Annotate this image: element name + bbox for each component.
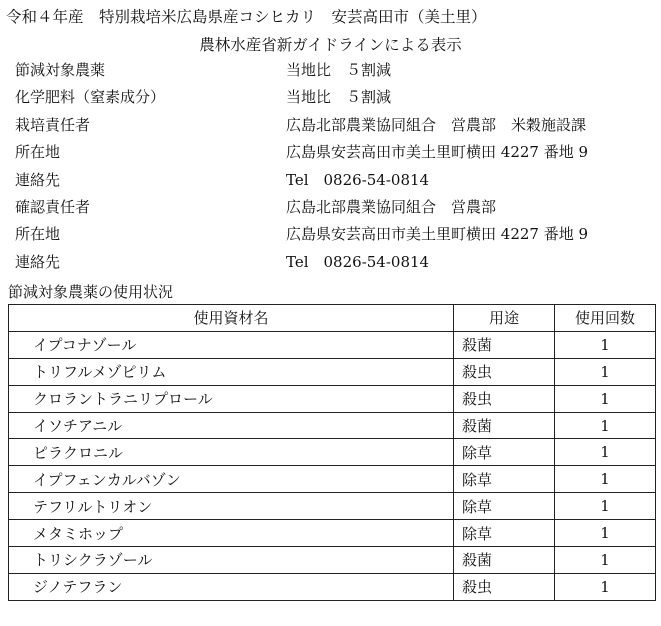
info-label: 連絡先 [15,252,61,271]
info-row [0,59,661,86]
info-row [0,114,661,141]
table-row [9,439,656,466]
section-title: 節減対象農薬の使用状況 [8,283,174,301]
cell-material-name: イソチアニル [9,412,454,439]
info-row [0,251,661,278]
page-title: 令和４年産 特別栽培米広島県産コシヒカリ 安芸高田市（美土里） [6,8,487,26]
info-value: Tel 0826-54-0814 [286,170,430,189]
column-header-name: 使用資材名 [9,305,454,332]
info-value: 当地比 ５割減 [286,88,392,107]
pesticide-usage-table [8,304,656,601]
cell-material-name: テフリルトリオン [9,493,454,520]
cell-count: 1 [555,331,656,358]
cell-material-name: クロラントラニリプロール [9,385,454,412]
info-label: 節減対象農薬 [15,61,106,79]
cell-use: 殺虫 [454,385,555,412]
info-row [0,141,661,168]
cell-use: 除草 [454,520,555,547]
cell-count: 1 [555,439,656,466]
column-header-count: 使用回数 [555,305,656,332]
table-row [9,385,656,412]
cell-count: 1 [555,493,656,520]
cell-material-name: ピラクロニル [9,439,454,466]
info-row [0,196,661,223]
cell-use: 殺菌 [454,331,555,358]
page-subtitle: 農林水産省新ガイドラインによる表示 [199,36,462,54]
table-row [9,358,656,385]
cell-count: 1 [555,547,656,574]
cell-use: 除草 [454,466,555,493]
cell-material-name: メタミホップ [9,520,454,547]
info-value: 当地比 ５割減 [286,61,392,79]
info-label: 連絡先 [15,170,61,189]
info-value: 広島県安芸高田市美土里町横田 4227 番地 9 [286,225,589,244]
cell-material-name: トリシクラゾール [9,547,454,574]
cell-use: 殺菌 [454,412,555,439]
cell-material-name: トリフルメゾピリム [9,358,454,385]
info-label: 確認責任者 [15,197,91,216]
table-row [9,331,656,358]
info-row [0,169,661,196]
cell-count: 1 [555,520,656,547]
cell-count: 1 [555,466,656,493]
cell-use: 殺虫 [454,573,555,600]
info-row [0,86,661,113]
cell-count: 1 [555,385,656,412]
cell-use: 殺虫 [454,358,555,385]
info-value: 広島北部農業協同組合 営農部 米穀施設課 [286,115,587,134]
info-label: 化学肥料（窒素成分） [15,88,166,107]
cell-count: 1 [555,358,656,385]
table-row [9,573,656,600]
cell-material-name: イプコナゾール [9,331,454,358]
table-header-row [9,305,656,332]
table-row [9,493,656,520]
info-label: 栽培責任者 [15,115,91,134]
info-label: 所在地 [15,143,61,162]
cell-use: 除草 [454,493,555,520]
table-row [9,547,656,574]
cell-material-name: ジノテフラン [9,573,454,600]
info-value: 広島県安芸高田市美土里町横田 4227 番地 9 [286,143,589,162]
cell-material-name: イプフェンカルバゾン [9,466,454,493]
cell-use: 除草 [454,439,555,466]
column-header-use: 用途 [454,305,555,332]
cell-use: 殺菌 [454,547,555,574]
info-list [0,59,661,278]
table-row [9,520,656,547]
table-row [9,466,656,493]
info-row [0,223,661,250]
table-row [9,412,656,439]
cell-count: 1 [555,573,656,600]
info-value: 広島北部農業協同組合 営農部 [286,197,497,216]
info-label: 所在地 [15,225,61,244]
cell-count: 1 [555,412,656,439]
info-value: Tel 0826-54-0814 [286,252,430,271]
